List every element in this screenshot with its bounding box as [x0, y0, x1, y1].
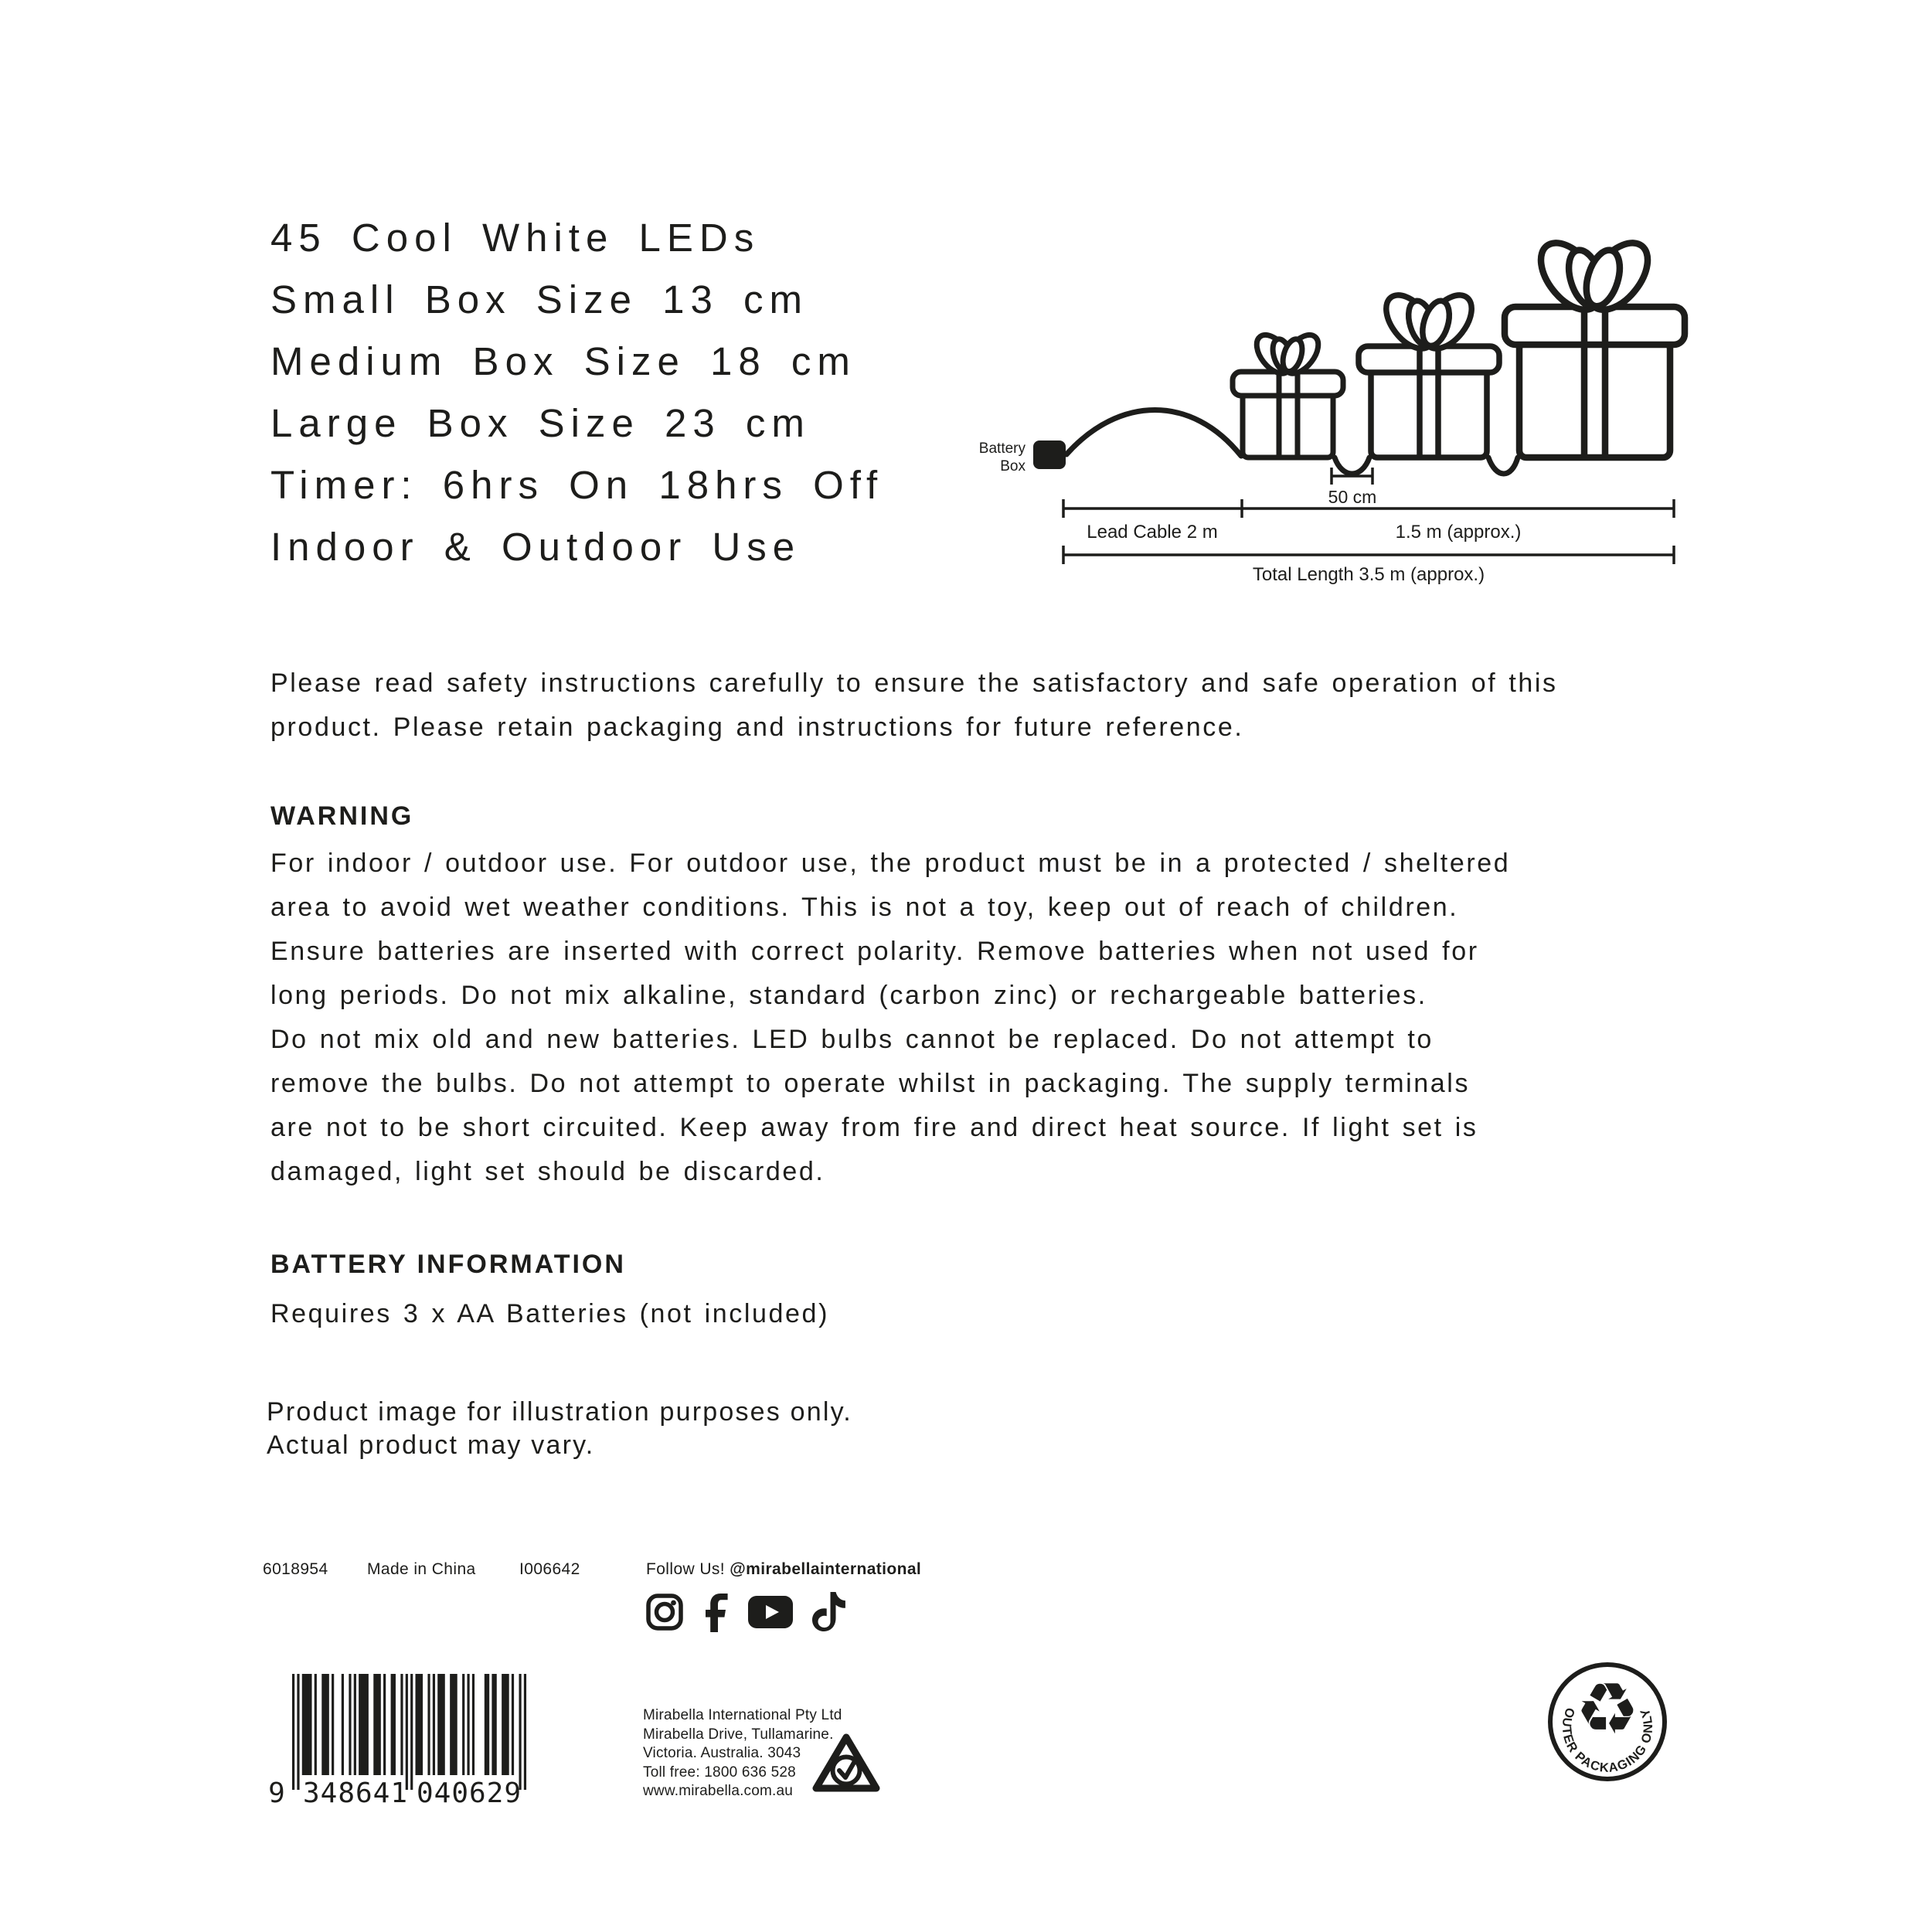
instagram-icon	[646, 1594, 683, 1631]
barcode-digits-group2: 040629	[416, 1777, 522, 1809]
gap-dimension	[1332, 468, 1372, 485]
tiktok-icon	[811, 1592, 848, 1632]
lead-cable-label: Lead Cable 2 m	[1087, 522, 1218, 543]
warning-paragraph	[270, 842, 1510, 1194]
address-line: Toll free: 1800 636 528	[643, 1764, 796, 1781]
follow-us-prefix: Follow Us!	[646, 1560, 730, 1578]
origin-label: Made in China	[367, 1560, 476, 1578]
facebook-icon	[706, 1594, 729, 1632]
warning-line: Do not mix old and new batteries. LED bulbs cannot be replaced. Do not attempt to	[270, 1025, 1434, 1054]
gift-box-large	[1505, 232, 1685, 457]
warning-line: damaged, light set should be discarded.	[270, 1157, 825, 1186]
follow-us-label	[646, 1560, 921, 1579]
warning-heading: WARNING	[270, 801, 414, 831]
warning-line: are not to be short circuited. Keep away from fire and direct heat source. If light set is	[270, 1113, 1478, 1142]
barcode-digits-group1: 348641	[302, 1777, 409, 1809]
spec-large-box: Large Box Size 23 cm	[270, 401, 811, 445]
spec-timer: Timer: 6hrs On 18hrs Off	[270, 463, 884, 507]
warning-line: For indoor / outdoor use. For outdoor use, the product must be in a protected / sheltered	[270, 849, 1511, 878]
warning-line: remove the bulbs. Do not attempt to operate whilst in packaging. The supply terminals	[270, 1069, 1471, 1098]
social-icons-row	[646, 1594, 878, 1632]
rcm-compliance-icon	[804, 1730, 889, 1796]
product-spec-list	[270, 207, 883, 578]
address-line: Mirabella Drive, Tullamarine.	[643, 1726, 834, 1743]
youtube-icon	[748, 1596, 794, 1629]
spec-led-count: 45 Cool White LEDs	[270, 216, 760, 260]
lit-section-label: 1.5 m (approx.)	[1395, 522, 1522, 543]
cable-droop-2	[1488, 457, 1518, 474]
barcode	[255, 1669, 564, 1812]
barcode-bars	[292, 1674, 526, 1790]
disclaimer	[267, 1396, 852, 1462]
barcode-digit-first: 9	[268, 1777, 285, 1809]
dimension-line-total	[1063, 546, 1674, 564]
battery-box-label-line2: Box	[1000, 458, 1026, 474]
battery-info-heading: BATTERY INFORMATION	[270, 1250, 626, 1279]
warning-line: long periods. Do not mix alkaline, standard (carbon zinc) or rechargeable batteries.	[270, 981, 1427, 1010]
battery-box-shape	[1033, 440, 1066, 469]
intro-paragraph	[270, 662, 1558, 750]
cable-droop-1	[1335, 457, 1369, 474]
disclaimer-line: Product image for illustration purposes only.	[267, 1397, 852, 1427]
recycle-arrows-icon: ♻	[1575, 1668, 1640, 1750]
gap-dimension-label: 50 cm	[1328, 487, 1377, 507]
address-line: Victoria. Australia. 3043	[643, 1745, 801, 1762]
address-line: Mirabella International Pty Ltd	[643, 1707, 842, 1723]
battery-info-line: Requires 3 x AA Batteries (not included)	[270, 1299, 829, 1328]
follow-us-handle: @mirabellainternational	[730, 1560, 922, 1578]
intro-line: product. Please retain packaging and instructions for future reference.	[270, 713, 1244, 742]
warning-line: Ensure batteries are inserted with correct polarity. Remove batteries when not used for	[270, 937, 1479, 966]
gift-box-medium	[1359, 287, 1499, 457]
spec-indoor-outdoor: Indoor & Outdoor Use	[270, 525, 801, 569]
intro-line: Please read safety instructions carefully to ensure the satisfactory and safe operation of this	[270, 668, 1558, 698]
spec-medium-box: Medium Box Size 18 cm	[270, 339, 856, 383]
product-diagram	[958, 209, 1700, 595]
warning-line: area to avoid wet weather conditions. This is not a toy, keep out of reach of children.	[270, 893, 1459, 922]
spec-small-box: Small Box Size 13 cm	[270, 277, 809, 321]
battery-box-label-line1: Battery	[978, 440, 1026, 457]
item-number: 6018954	[263, 1560, 328, 1578]
gift-box-small	[1233, 328, 1343, 457]
recycle-badge-text: OUTER PACKAGING ONLY	[1559, 1706, 1656, 1775]
disclaimer-line: Actual product may vary.	[267, 1430, 595, 1460]
recycle-badge	[1546, 1660, 1669, 1784]
lead-cable-line	[1066, 410, 1241, 457]
total-length-label: Total Length 3.5 m (approx.)	[1252, 564, 1485, 585]
website-url: www.mirabella.com.au	[643, 1783, 794, 1800]
model-code: I006642	[519, 1560, 580, 1578]
